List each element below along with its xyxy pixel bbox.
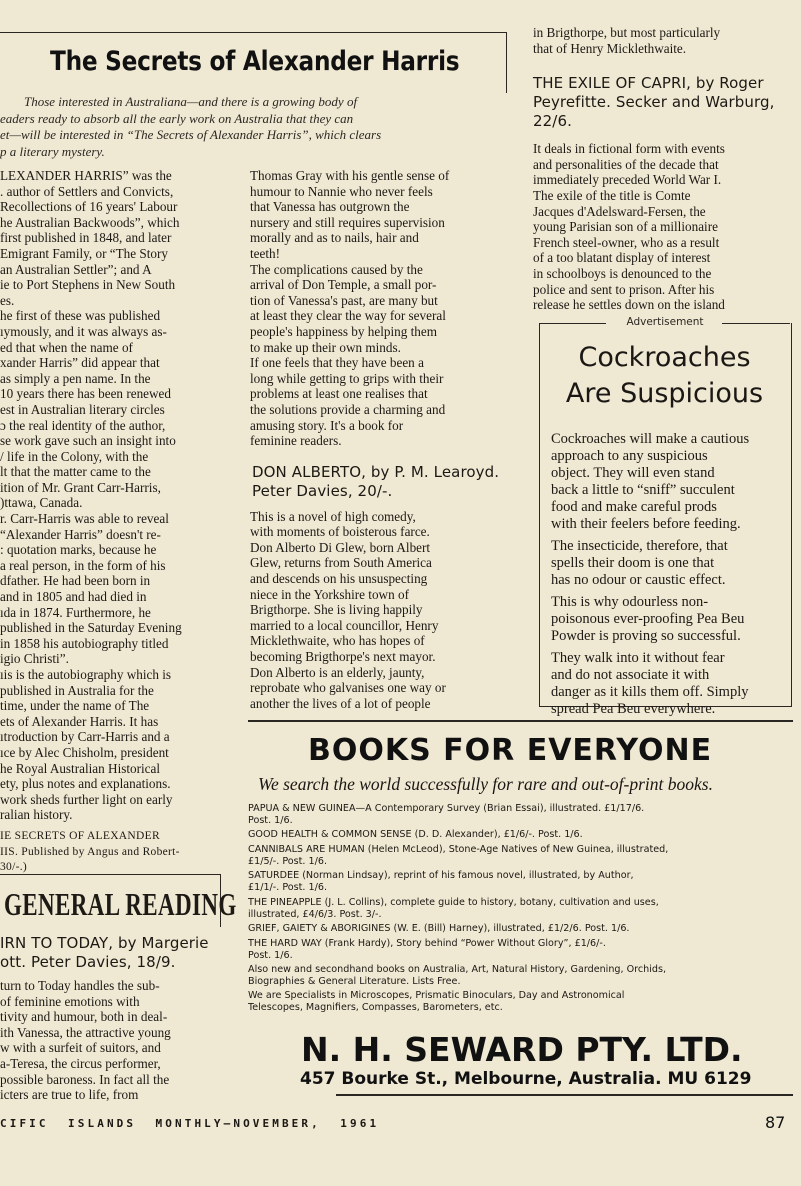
body-text-line: Emigrant Family, or “The Story xyxy=(0,245,168,261)
body-text-line: and in 1805 and had died in xyxy=(0,589,147,605)
body-text-line: a real person, in the form of his xyxy=(0,557,166,573)
body-text-line: to make up their own minds. xyxy=(250,339,401,355)
company-address: 457 Bourke St., Melbourne, Australia. MU 6129 xyxy=(300,1069,752,1089)
book-listing-line: £1/5/-. Post. 1/6. xyxy=(248,855,327,867)
review-footnote-line: IIS. Published by Angus and Robert- xyxy=(0,845,180,858)
general-reading-title: GENERAL READING xyxy=(4,886,237,922)
body-text-line: If one feels that they have been a xyxy=(250,355,424,371)
books-bottom-rule xyxy=(336,1094,793,1096)
body-text-line: possible baroness. In fact all the xyxy=(0,1071,170,1087)
book-listing xyxy=(248,829,793,841)
body-text-line: ralian history. xyxy=(0,807,73,823)
body-text-line: of feminine emotions with xyxy=(0,993,140,1009)
body-text-line: an Australian Settler”; and A xyxy=(0,261,152,277)
body-text-line: . author of Settlers and Convicts, xyxy=(0,183,174,199)
standfirst-line: Those interested in Australiana—and there is a growing body of xyxy=(24,94,358,109)
body-text-line: first published in 1848, and later xyxy=(0,230,172,246)
body-text-line: with moments of boisterous farce. xyxy=(250,524,430,540)
body-text-line: that Vanessa has outgrown the xyxy=(250,199,410,215)
body-text-line: ie to Port Stephens in New South xyxy=(0,277,176,293)
body-text-line: teeth! xyxy=(250,245,281,261)
standfirst-line: et—will be interested in “The Secrets of Alexander Harris”, which clears xyxy=(0,127,382,142)
body-text-line: lt that the matter came to the xyxy=(0,464,151,480)
body-text-line: The complications caused by the xyxy=(250,261,423,277)
body-text-line: w with a surfeit of suitors, and xyxy=(0,1040,161,1056)
body-text-line: he Royal Australian Historical xyxy=(0,760,161,776)
ad-text-line: The insecticide, therefore, that xyxy=(551,538,728,554)
ad-text-line: approach to any suspicious xyxy=(551,448,708,464)
ad-text-line: This is why odourless non- xyxy=(551,594,709,610)
body-text-line: another the lives of a lot of people xyxy=(250,695,431,711)
article-title: The Secrets of Alexander Harris xyxy=(50,46,460,77)
article-column-1 xyxy=(0,168,232,876)
review-footnote-line: IE SECRETS OF ALEXANDER xyxy=(0,829,160,842)
body-text-line: he Australian Backwoods”, which xyxy=(0,214,180,230)
body-text-line: immediately preceded World War I. xyxy=(533,172,722,188)
body-text-line: work sheds further light on early xyxy=(0,791,173,807)
body-text-line: ith Vanessa, the attractive young xyxy=(0,1024,171,1040)
body-text-line: in 1858 his autobiography titled xyxy=(0,635,169,651)
book-listing-line: We are Specialists in Microscopes, Prismatic Binoculars, Day and Astronomical xyxy=(248,990,625,1002)
body-text-line: long while getting to grips with their xyxy=(250,370,444,386)
ad-text-line: spells their doom is one that xyxy=(551,555,715,571)
ad-text-line: spread Pea Beu everywhere. xyxy=(551,701,716,717)
page-number: 87 xyxy=(765,1113,786,1132)
review-footnote-line: 30/-.) xyxy=(0,861,28,874)
body-text-line: dfather. He had been born in xyxy=(0,573,151,589)
body-text-line: young Parisian son of a millionaire xyxy=(533,219,718,235)
body-text-line: ıtroduction by Carr-Harris and a xyxy=(0,729,170,745)
body-text-line: the solutions provide a charming and xyxy=(250,401,446,417)
body-text-line: amusing story. It's a book for xyxy=(250,417,404,433)
book-listing xyxy=(248,897,793,921)
book-listing xyxy=(248,923,793,935)
book-listing xyxy=(248,964,793,988)
body-text-line: nursery and still requires supervision xyxy=(250,214,445,230)
book-listing-line: THE HARD WAY (Frank Hardy), Story behind “Power Without Glory”, £1/6/-. xyxy=(248,937,606,949)
ad-text-line: Cockroaches will make a cautious xyxy=(551,431,750,447)
advertisement-body xyxy=(551,431,779,723)
review-heading: IRN TO TODAY, by Margerie xyxy=(0,934,209,952)
body-text-line: Thomas Gray with his gentle sense of xyxy=(250,168,450,183)
book-listing-line: THE PINEAPPLE (J. L. Collins), complete guide to history, botany, cultivation and uses, xyxy=(248,896,659,908)
body-text-line: married to a local councillor, Henry xyxy=(250,617,439,633)
body-text-line: ıymously, and it was always as- xyxy=(0,323,167,339)
ad-text-line: poisonous ever-proofing Pea Beu xyxy=(551,611,745,627)
books-subtitle: We search the world successfully for rare and out-of-print books. xyxy=(258,774,713,794)
books-title: BOOKS FOR EVERYONE xyxy=(308,733,713,768)
body-text-line: published in Australia for the xyxy=(0,682,154,698)
body-text-line: tivity and humour, both in deal- xyxy=(0,1009,168,1025)
body-text-line: feminine readers. xyxy=(250,433,342,449)
body-text-line: 10 years there has been renewed xyxy=(0,386,171,402)
body-text-line: ety, plus notes and explanations. xyxy=(0,776,171,792)
ad-text-line: danger as it kills them off. Simply xyxy=(551,684,749,700)
body-text-line: of a too blatant display of interest xyxy=(533,250,711,266)
review-heading: THE EXILE OF CAPRI, by Roger xyxy=(533,74,764,93)
article-standfirst xyxy=(0,94,500,160)
book-listing-line: Also new and secondhand books on Australia, Art, Natural History, Gardening, Orchids, xyxy=(248,964,667,976)
body-text-line: Micklethwaite, who has hopes of xyxy=(250,633,425,649)
book-listing xyxy=(248,844,793,868)
book-listing-line: Telescopes, Magnifiers, Compasses, Barometers, etc. xyxy=(248,1002,503,1014)
book-listing-line: illustrated, £4/6/3. Post. 3/-. xyxy=(248,908,382,920)
ad-paragraph xyxy=(551,650,779,718)
ad-text-line: has no odour or caustic effect. xyxy=(551,572,726,588)
body-text-line: This is a novel of high comedy, xyxy=(250,508,416,524)
body-text-line: arrival of Don Temple, a small por- xyxy=(250,277,437,293)
review-heading: 22/6. xyxy=(533,112,572,131)
review-heading: DON ALBERTO, by P. M. Learoyd. xyxy=(252,462,500,481)
footer-publication: CIFIC ISLANDS MONTHLY—NOVEMBER, 1961 xyxy=(0,1117,380,1130)
book-listing xyxy=(248,803,793,827)
body-text-line: igio Christi”. xyxy=(0,651,69,667)
ad-text-line: object. They will even stand xyxy=(551,465,715,481)
company-name: N. H. SEWARD PTY. LTD. xyxy=(301,1030,743,1069)
ad-text-line: Powder is proving so successful. xyxy=(551,628,741,644)
body-text-line: he first of these was published xyxy=(0,308,161,324)
book-listing-line: PAPUA & NEW GUINEA—A Contemporary Survey (Brian Essai), illustrated. £1/17/6. xyxy=(248,803,645,814)
article-column-3 xyxy=(533,0,795,313)
body-text-line: xander Harris” did appear that xyxy=(0,355,160,371)
book-listing-line: Biographies & General Literature. Lists Free. xyxy=(248,975,461,987)
book-listing-line: £1/1/-. Post. 1/6. xyxy=(248,882,327,894)
body-text-line: es. xyxy=(0,292,15,308)
ad-paragraph xyxy=(551,538,779,589)
body-text-line: icters are true to life, from xyxy=(0,1087,139,1103)
ad-paragraph xyxy=(551,594,779,645)
review-heading: Peyrefitte. Secker and Warburg, xyxy=(533,93,775,112)
body-text-line: at least they clear the way for several xyxy=(250,308,446,324)
body-text-line: ɔ the real identity of the author, xyxy=(0,417,166,433)
body-text-line: time, under the name of The xyxy=(0,698,150,714)
review-heading: ott. Peter Davies, 18/9. xyxy=(0,953,176,971)
body-text-line: LEXANDER HARRIS” was the xyxy=(0,168,172,183)
books-list xyxy=(248,803,793,1017)
body-text-line: morally and as to nails, hair and xyxy=(250,230,419,246)
body-text-line: Jacques d'Adelsward-Fersen, the xyxy=(533,203,706,219)
body-text-line: ition of Mr. Grant Carr-Harris, xyxy=(0,479,161,495)
body-text-line: that of Henry Micklethwaite. xyxy=(533,40,687,56)
body-text-line: ed that when the name of xyxy=(0,339,133,355)
advertisement-headline xyxy=(539,340,790,412)
body-text-line: becoming Brigthorpe's next mayor. xyxy=(250,649,436,665)
body-text-line: police and sent to prison. After his xyxy=(533,281,715,297)
ad-text-line: back a little to “sniff” succulent xyxy=(551,482,735,498)
ad-paragraph xyxy=(551,431,779,533)
body-text-line: se work gave such an insight into xyxy=(0,433,176,449)
body-text-line: est in Australian literary circles xyxy=(0,401,165,417)
body-text-line: in Brigthorpe, but most particularly xyxy=(533,25,721,40)
article-column-2 xyxy=(250,168,515,711)
book-listing-line: Post. 1/6. xyxy=(248,949,293,961)
ad-text-line: food and make careful prods xyxy=(551,499,717,515)
ad-text-line: with their feelers before feeding. xyxy=(551,516,741,532)
body-text-line: / life in the Colony, with the xyxy=(0,448,149,464)
ad-text-line: and do not associate it with xyxy=(551,667,710,683)
book-listing-line: CANNIBALS ARE HUMAN (Helen McLeod), Stone-Age Natives of New Guinea, illustrated, xyxy=(248,843,669,855)
body-text-line: turn to Today handles the sub- xyxy=(0,978,160,993)
body-text-line: Don Alberto Di Glew, born Albert xyxy=(250,539,431,555)
body-text-line: ets of Alexander Harris. It has xyxy=(0,713,159,729)
body-text-line: )ttawa, Canada. xyxy=(0,495,83,511)
body-text-line: as simply a pen name. In the xyxy=(0,370,151,386)
body-text-line: French steel-owner, who as a result xyxy=(533,234,720,250)
body-text-line: a-Teresa, the circus performer, xyxy=(0,1055,161,1071)
body-text-line: ıce by Alec Chisholm, president xyxy=(0,744,169,760)
body-text-line: niece in the Yorkshire town of xyxy=(250,586,409,602)
body-text-line: humour to Nannie who never feels xyxy=(250,183,433,199)
body-text-line: published in the Saturday Evening xyxy=(0,620,182,636)
body-text-line: and personalities of the decade that xyxy=(533,156,719,172)
book-listing-line: SATURDEE (Norman Lindsay), reprint of his famous novel, illustrated, by Author, xyxy=(248,870,634,882)
body-text-line: ıis is the autobiography which is xyxy=(0,667,172,682)
book-listing xyxy=(248,938,793,962)
body-text-line: release he settles down on the island xyxy=(533,297,725,313)
body-text-line: Don Alberto is an elderly, jaunty, xyxy=(250,664,425,680)
book-listing xyxy=(248,990,793,1014)
books-top-rule xyxy=(248,720,793,722)
body-text-line: : quotation marks, because he xyxy=(0,542,157,558)
body-text-line: Recollections of 16 years' Labour xyxy=(0,199,178,215)
body-text-line: reprobate who galvanises one way or xyxy=(250,680,446,696)
standfirst-line: p a literary mystery. xyxy=(0,143,105,159)
body-text-line: problems at least one realises that xyxy=(250,386,428,402)
general-reading-column xyxy=(0,934,232,1103)
ad-text-line: They walk into it without fear xyxy=(551,650,725,666)
body-text-line: and descends on his unsuspecting xyxy=(250,571,428,587)
body-text-line: tion of Vanessa's past, are many but xyxy=(250,292,438,308)
body-text-line: ıda in 1874. Furthermore, he xyxy=(0,604,151,620)
book-listing-line: Post. 1/6. xyxy=(248,814,293,826)
standfirst-line: eaders ready to absorb all the early work on Australia that they can xyxy=(0,110,354,126)
body-text-line: r. Carr-Harris was able to reveal xyxy=(0,511,169,527)
ad-headline-line-1: Cockroaches xyxy=(578,342,751,373)
review-heading: Peter Davies, 20/-. xyxy=(252,481,393,500)
body-text-line: Glew, returns from South America xyxy=(250,555,432,571)
ad-headline-line-2: Are Suspicious xyxy=(565,378,764,409)
book-listing-line: GRIEF, GAIETY & ABORIGINES (W. E. (Bill) Harney), illustrated, £1/2/6. Post. 1/6. xyxy=(248,923,630,935)
body-text-line: It deals in fictional form with events xyxy=(533,141,725,157)
body-text-line: “Alexander Harris” doesn't re- xyxy=(0,526,161,542)
book-listing xyxy=(248,870,793,894)
body-text-line: The exile of the title is Comte xyxy=(533,187,691,203)
book-listing-line: GOOD HEALTH & COMMON SENSE (D. D. Alexander), £1/6/-. Post. 1/6. xyxy=(248,829,583,841)
body-text-line: in schoolboys is denounced to the xyxy=(533,265,712,281)
body-text-line: Brigthorpe. She is living happily xyxy=(250,602,423,618)
body-text-line: people's happiness by helping them xyxy=(250,323,437,339)
advertisement-label: Advertisement xyxy=(626,316,704,328)
